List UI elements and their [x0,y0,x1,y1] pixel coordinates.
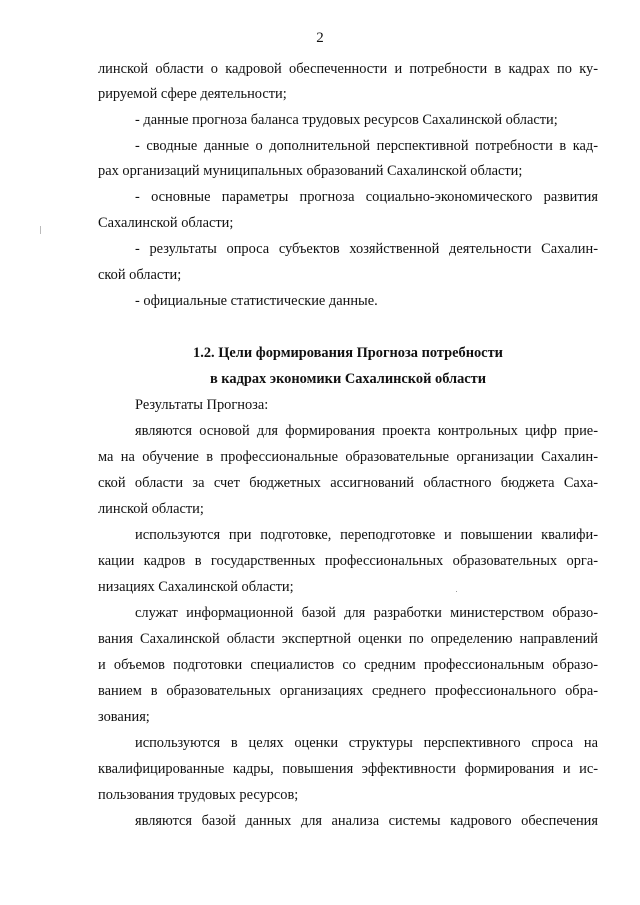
body-line: ванием в образовательных организациях среднего профессионального обра- [98,683,598,699]
body-line: низациях Сахалинской области; [98,579,294,595]
paragraph-intro: Результаты Прогноза: [135,397,269,413]
list-item: - основные параметры прогноза социально-экономического развития [135,189,598,205]
body-line: являются базой данных для анализа системы кадрового обеспечения [135,813,598,829]
body-line: служат информационной базой для разработки министерством образо- [135,605,598,621]
body-line: ма на обучение в профессиональные образовательные организации Сахалин- [98,449,598,465]
section-heading: в кадрах экономики Сахалинской области [209,371,487,387]
body-line: пользования трудовых ресурсов; [98,787,299,803]
body-line: квалифицированные кадры, повышения эффективности формирования и ис- [98,761,598,777]
list-item: - данные прогноза баланса трудовых ресурсов Сахалинской области; [135,112,558,128]
body-line: линской области; [98,501,204,517]
body-line: ской области за счет бюджетных ассигнований областного бюджета Саха- [98,475,598,491]
list-item-continuation: Сахалинской области; [98,215,234,231]
list-item-continuation: рах организаций муниципальных образований Сахалинской области; [98,163,523,179]
body-line: рируемой сфере деятельности; [98,86,287,102]
body-line: зования; [98,709,150,725]
section-heading: 1.2. Цели формирования Прогноза потребности [193,345,503,361]
list-item: - сводные данные о дополнительной перспективной потребности в кад- [135,138,598,154]
page-number: 2 [316,30,324,46]
body-line: и объемов подготовки специалистов со средним профессиональным образо- [98,657,598,673]
body-line: используются при подготовке, переподготовке и повышении квалифи- [135,527,598,543]
body-line: являются основой для формирования проекта контрольных цифр прие- [135,423,598,439]
list-item-continuation: ской области; [98,267,182,283]
body-line: используются в целях оценки структуры перспективного спроса на [135,735,598,751]
scan-speck [40,226,41,234]
list-item: - результаты опроса субъектов хозяйственной деятельности Сахалин- [135,241,598,257]
scan-speck [456,591,457,592]
list-item: - официальные статистические данные. [135,293,378,309]
body-line: кации кадров в государственных профессиональных образовательных орга- [98,553,598,569]
body-line: вания Сахалинской области экспертной оценки по определению направлений [98,631,598,647]
body-line: линской области о кадровой обеспеченности и потребности в кадрах по ку- [98,61,598,77]
